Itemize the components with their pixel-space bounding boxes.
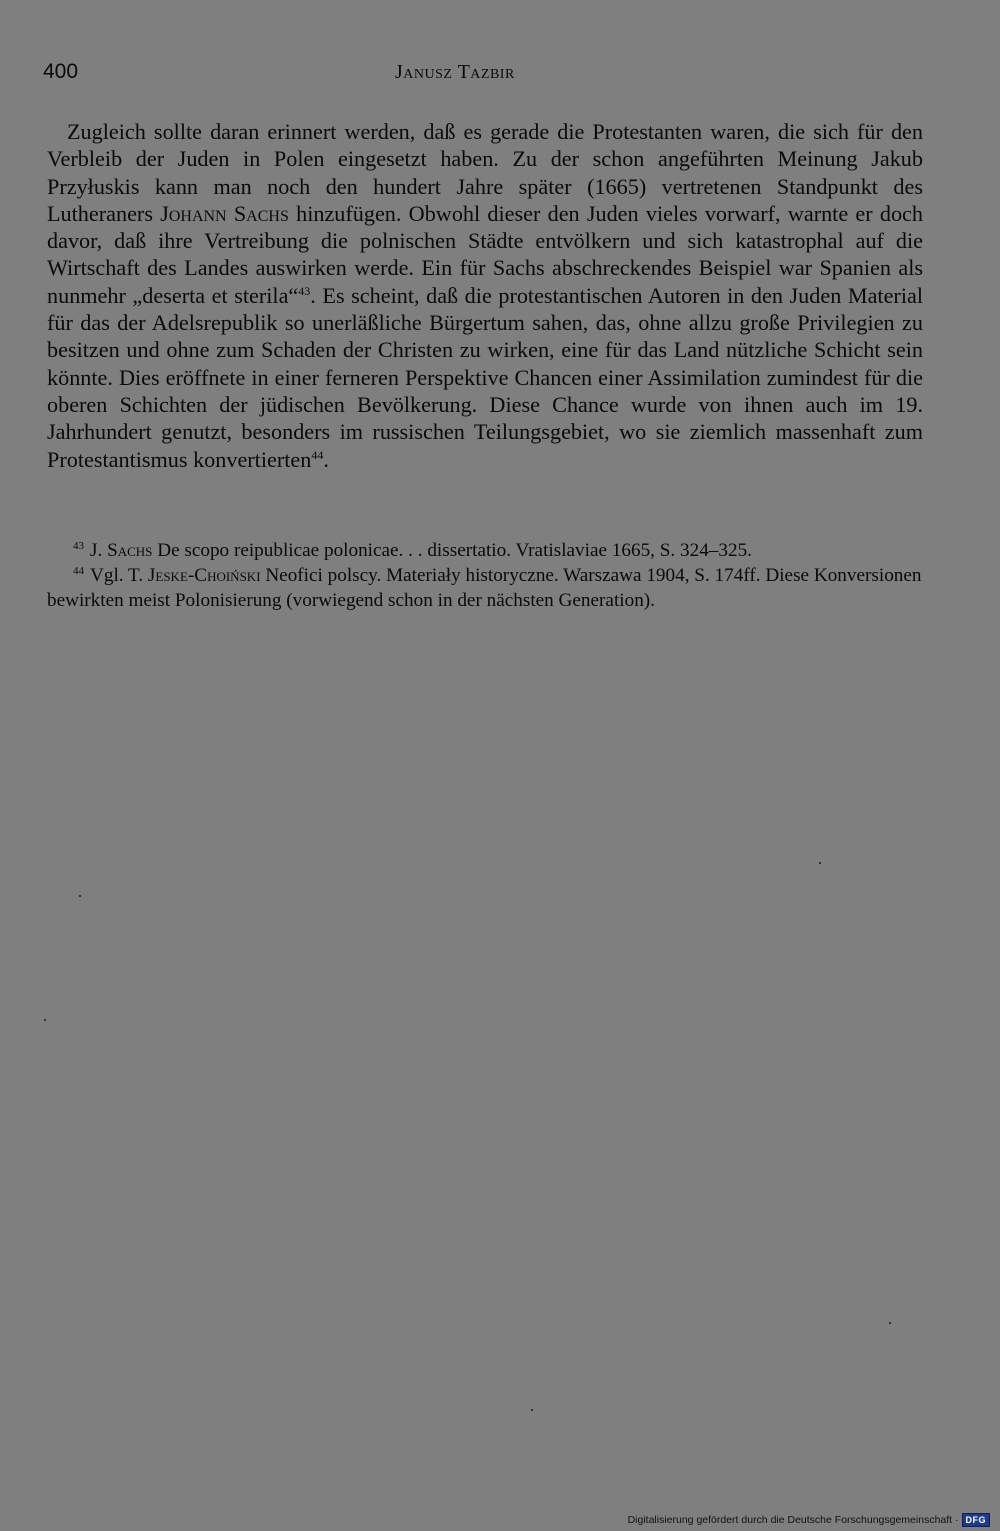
footnotes [47,538,923,613]
scan-speck [889,1322,891,1324]
body-text-part-1: Zugleich sollte daran erinnert werden, daß es gerade die Protestanten waren, die sich für den Verbleib der Juden in Polen eingesetzt haben. Zu der schon angeführten Meinung Jakub Przyłuskis kann man noch den hundert Jahre später (1665) vertretenen Standpunkt des Lutheraners [47,119,923,226]
footnote-prefix: J. [90,540,103,561]
footnote-number: 43 [73,540,84,552]
footnote-43 [47,538,923,563]
footnote-44 [47,563,923,613]
body-paragraph [47,118,923,473]
footnote-text: De scopo reipublicae polonicae. . . dissertatio. Vratislaviae 1665, S. 324–325. [157,540,752,561]
running-head: Janusz Tazbir [395,61,515,83]
scan-speck [819,862,821,864]
scan-speck [79,895,81,897]
footnote-ref-43: 43 [298,283,311,298]
footnote-ref-44: 44 [311,447,324,462]
scan-speck [531,1409,533,1411]
footnote-number: 44 [73,565,84,577]
page-number: 400 [43,60,79,83]
dfg-logo[interactable]: DFG [962,1513,991,1527]
funding-footer [628,1513,990,1527]
author-name-sachs: Johann Sachs [160,200,289,226]
body-text-part-3: . Es scheint, daß die protestantischen Autoren in den Juden Material für das der Adelsrepublik so unerläßliche Bürgertum sahen, das, ohne allzu große Privilegien zu besitzen und ohne zum Schaden der Christen zu wirken, eine für das Land nützliche Schicht sein könnte. Dies eröffnete in einer ferneren Perspektive Chancen einer Assimilation zumindest für die oberen Schichten der jüdischen Bevölkerung. Diese Chance wurde von ihnen auch im 19. Jahrhundert genutzt, besonders im russischen Teilungsgebiet, wo sie ziemlich massenhaft zum Protestantismus konvertierten [47,282,923,472]
footnote-prefix: Vgl. T. [90,565,144,586]
footnote-author: Jeske-Choiński [147,565,261,586]
body-text-end: . [323,446,329,472]
scan-speck [44,1019,46,1021]
funding-text: Digitalisierung gefördert durch die Deutsche Forschungsgemeinschaft · [627,1514,959,1526]
footnote-text: Neofici polscy. Materiały historyczne. Warszawa 1904, S. 174ff. Diese Konversionen bewirkten meist Polonisierung (vorwiegend schon in der nächsten Generation). [47,565,922,611]
body-text-part-2: hinzufügen. Obwohl dieser den Juden vieles vorwarf, warnte er doch davor, daß ihre Vertreibung die polnischen Städte entvölkern und sich katastrophal auf die Wirtschaft des Landes auswirken werde. Ein für Sachs abschreckendes Beispiel war Spanien als nunmehr „deserta et sterila“ [47,200,924,308]
footnote-author: Sachs [107,540,153,561]
